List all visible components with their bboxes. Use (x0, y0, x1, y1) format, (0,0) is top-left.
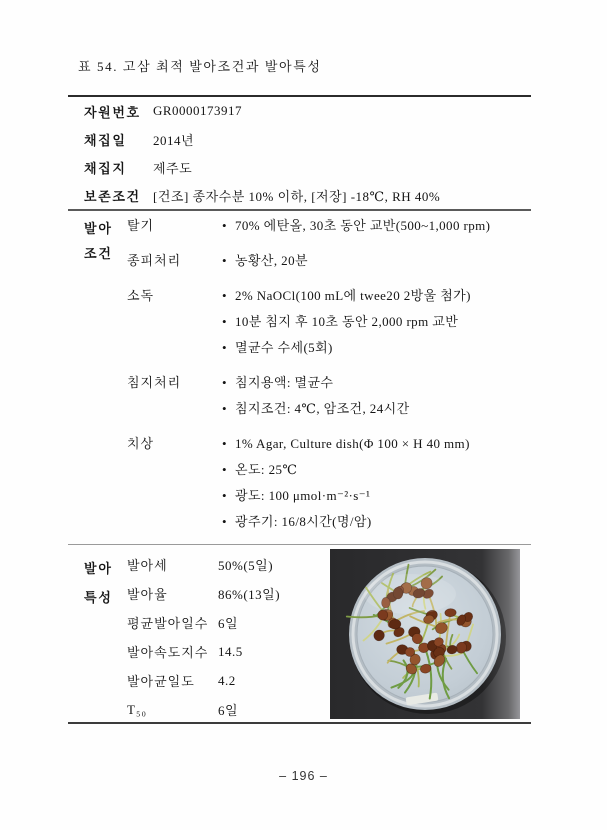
condition-group (68, 248, 531, 274)
condition-label: 치상 (127, 436, 155, 451)
bullet-icon: • (222, 436, 227, 451)
condition-item (222, 431, 531, 457)
trait-value: 6일 (218, 703, 239, 718)
germination-table (68, 95, 531, 724)
bullet-icon: • (222, 340, 227, 355)
row-label: 채집일 (84, 132, 127, 148)
page-number: – 196 – (279, 769, 328, 783)
bullet-icon: • (222, 375, 227, 390)
bullet-icon: • (222, 218, 227, 233)
condition-item (222, 309, 531, 335)
condition-item (222, 483, 531, 509)
condition-items (222, 213, 531, 239)
germination-conditions-section (68, 211, 531, 535)
condition-item-text: 광도: 100 μmol·m⁻²·s⁻¹ (235, 488, 371, 503)
condition-label: 침지처리 (127, 375, 182, 390)
trait-value: 50%(5일) (218, 558, 274, 573)
section-header-line1: 발아 (84, 561, 113, 576)
row-value: 제주도 (153, 160, 193, 176)
row-value: [건조] 종자수분 10% 이하, [저장] -18℃, RH 40% (153, 188, 441, 204)
section-header-line1: 발아 (84, 221, 113, 236)
condition-items (222, 370, 531, 422)
condition-item-text: 10분 침지 후 10초 동안 2,000 rpm 교반 (235, 314, 459, 329)
table-row (68, 181, 531, 209)
condition-item-text: 2% NaOCl(100 mL에 twee20 2방울 첨가) (235, 288, 471, 303)
section-header-germination-conditions (84, 216, 113, 266)
trait-value: 86%(13일) (218, 587, 281, 602)
bullet-icon: • (222, 253, 227, 268)
section-header-germination-traits (84, 554, 113, 612)
row-label: 보존조건 (84, 188, 141, 204)
condition-group (68, 370, 531, 422)
bullet-icon: • (222, 288, 227, 303)
petri-dish-photo (330, 549, 520, 719)
condition-item (222, 509, 531, 535)
condition-items (222, 283, 531, 361)
condition-item (222, 396, 531, 422)
condition-item (222, 213, 531, 239)
trait-label: T₅₀ (127, 701, 148, 717)
row-label: 채집지 (84, 160, 127, 176)
condition-item-text: 농황산, 20분 (235, 253, 308, 268)
condition-item (222, 248, 531, 274)
condition-item-text: 침지용액: 멸균수 (235, 375, 334, 390)
trait-label: 발아속도지수 (127, 645, 209, 660)
trait-label: 발아균일도 (127, 674, 195, 689)
condition-item-text: 멸균수 수세(5회) (235, 340, 333, 355)
bullet-icon: • (222, 462, 227, 477)
germination-traits-section (68, 545, 531, 722)
condition-item (222, 457, 531, 483)
condition-group (68, 283, 531, 361)
condition-item-text: 온도: 25℃ (235, 462, 298, 477)
condition-item-text: 1% Agar, Culture dish(Φ 100 × H 40 mm) (235, 436, 470, 451)
bullet-icon: • (222, 488, 227, 503)
condition-item-text: 침지조건: 4℃, 암조건, 24시간 (235, 401, 410, 416)
bullet-icon: • (222, 514, 227, 529)
condition-items (222, 248, 531, 274)
row-value: GR0000173917 (153, 103, 243, 118)
row-label: 자원번호 (84, 104, 141, 120)
trait-value: 4.2 (218, 672, 236, 688)
section-header-line2: 특성 (84, 590, 113, 605)
bullet-icon: • (222, 401, 227, 416)
table-row (68, 97, 531, 125)
condition-item-text: 70% 에탄올, 30초 동안 교반(500~1,000 rpm) (235, 218, 491, 233)
condition-label: 탈기 (127, 218, 155, 233)
table-caption: 표 54. 고삼 최적 발아조건과 발아특성 (78, 59, 322, 74)
table-row (68, 153, 531, 181)
condition-group (68, 213, 531, 239)
trait-value: 6일 (218, 616, 239, 631)
condition-label: 소독 (127, 288, 155, 303)
condition-item-text: 광주기: 16/8시간(명/암) (235, 514, 372, 529)
trait-label: 발아세 (127, 558, 168, 573)
condition-group (68, 431, 531, 535)
table-row (68, 125, 531, 153)
condition-items (222, 431, 531, 535)
condition-groups (68, 213, 531, 535)
section-header-line2: 조건 (84, 246, 113, 261)
bullet-icon: • (222, 314, 227, 329)
trait-label: 평균발아일수 (127, 616, 209, 631)
condition-label: 종피처리 (127, 253, 182, 268)
trait-value: 14.5 (218, 643, 243, 659)
row-value: 2014년 (153, 132, 195, 148)
condition-item (222, 283, 531, 309)
accession-meta-section (68, 97, 531, 209)
condition-item (222, 335, 531, 361)
trait-label: 발아율 (127, 587, 168, 602)
condition-item (222, 370, 531, 396)
